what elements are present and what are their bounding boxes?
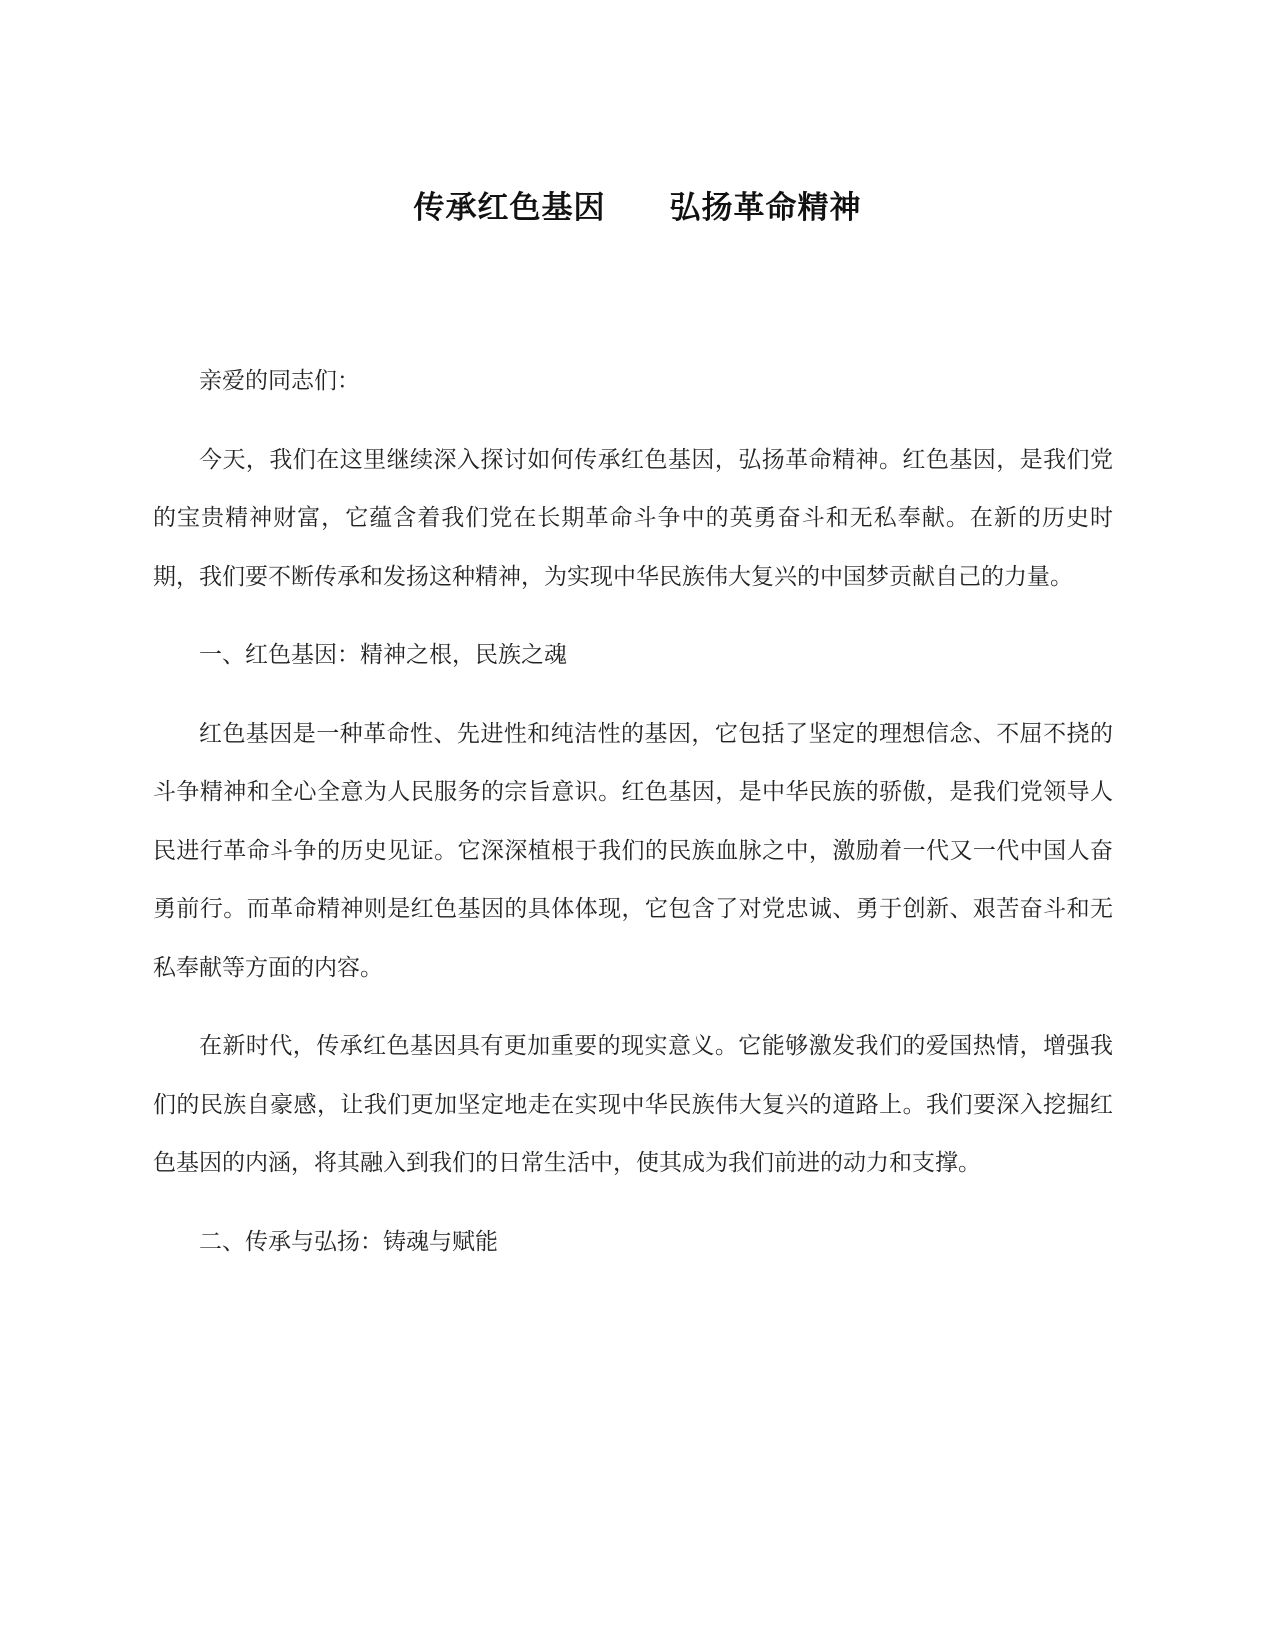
- section-heading-2: 二、传承与弘扬：铸魂与赋能: [199, 1228, 498, 1255]
- salutation: 亲爱的同志们：: [199, 368, 360, 394]
- section-heading-1: 一、红色基因：精神之根，民族之魂: [199, 642, 567, 668]
- document-body: [153, 352, 1113, 1291]
- document-title: 传承红色基因 弘扬革命精神: [413, 190, 862, 226]
- paragraph-red-gene: 红色基因是一种革命性、先进性和纯洁性的基因，它包括了坚定的理想信念、不屈不挠的斗争精神和全心全意为人民服务的宗旨意识。红色基因，是中华民族的骄傲，是我们党领导人民进行革命斗争的历史见证。它深深植根于我们的民族血脉之中，激励着一代又一代中国人奋勇前行。而革命精神则是红色基因的具体体现，它包含了对党忠诚、勇于创新、艰苦奋斗和无私奉献等方面的内容。: [153, 720, 1113, 981]
- paragraph-intro: 今天，我们在这里继续深入探讨如何传承红色基因，弘扬革命精神。红色基因，是我们党的宝贵精神财富，它蕴含着我们党在长期革命斗争中的英勇奋斗和无私奉献。在新的历史时期，我们要不断传承和发扬这种精神，为实现中华民族伟大复兴的中国梦贡献自己的力量。: [153, 446, 1113, 590]
- paragraph-new-era: 在新时代，传承红色基因具有更加重要的现实意义。它能够激发我们的爱国热情，增强我们的民族自豪感，让我们更加坚定地走在实现中华民族伟大复兴的道路上。我们要深入挖掘红色基因的内涵，将其融入到我们的日常生活中，使其成为我们前进的动力和支撑。: [153, 1033, 1113, 1176]
